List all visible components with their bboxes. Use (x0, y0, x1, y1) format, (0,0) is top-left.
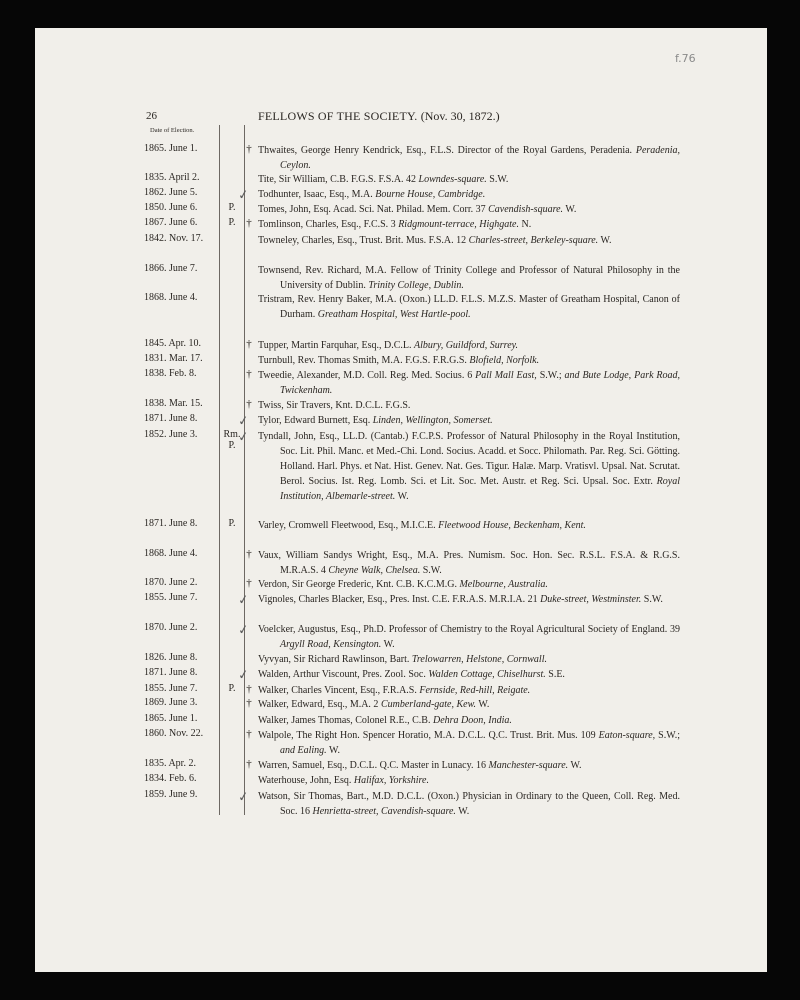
fellow-address-secondary: and Ealing. (280, 745, 327, 756)
fellow-name: Tristram, Rev. Henry Baker, M.A. (Oxon.) LL.D. F.L.S. M.Z.S. Master of Greatham Hospital, Canon of Durham. (258, 294, 680, 320)
fellow-address: Manchester-square. (488, 760, 569, 771)
fellow-name: Tomes, John, Esq. Acad. Sci. Nat. Philad. Mem. Corr. 37 (258, 204, 486, 215)
fellow-text (258, 548, 680, 578)
page-title (258, 109, 500, 124)
fellow-address: Eaton-square, (598, 730, 656, 741)
check-mark-icon: ✓ (236, 186, 250, 203)
fellow-name: Towneley, Charles, Esq., Trust. Brit. Mus. F.S.A. 12 (258, 235, 467, 246)
fellow-text (258, 592, 680, 607)
fellow-text (258, 413, 680, 428)
fellow-address: Trinity College, Dublin. (368, 280, 464, 291)
election-date: 1871. June 8. (144, 667, 198, 678)
fellow-address: Melbourne, Australia. (459, 579, 548, 590)
fellow-text (258, 292, 680, 322)
election-date: 1868. June 4. (144, 292, 198, 303)
check-mark-icon: ✓ (236, 412, 250, 429)
election-date: 1870. June 2. (144, 622, 198, 633)
fellow-address: Cumberland-gate, Kew. (380, 699, 477, 710)
fellow-text (258, 728, 680, 758)
fellow-text (258, 368, 680, 398)
honour-mark: P. (228, 202, 236, 213)
fellow-name: Turnbull, Rev. Thomas Smith, M.A. F.G.S. F.R.G.S. (258, 355, 467, 366)
address-district: W. (565, 204, 577, 215)
fellow-address: Lowndes-square. (418, 174, 487, 185)
fellow-name: Walker, Charles Vincent, Esq., F.R.A.S. (258, 685, 417, 696)
fellow-text (258, 683, 680, 698)
fellow-address: Ridgmount-terrace, Highgate. (398, 219, 519, 230)
honour-mark: P. (228, 217, 236, 228)
fellow-name: Varley, Cromwell Fleetwood, Esq., M.I.C.E. (258, 520, 436, 531)
dagger-mark: † (246, 697, 252, 709)
fellow-text (258, 758, 680, 773)
dagger-mark: † (246, 728, 252, 740)
election-date: 1871. June 8. (144, 413, 198, 424)
page-number: 26 (146, 110, 157, 122)
election-date: 1865. June 1. (144, 143, 198, 154)
election-date: 1859. June 9. (144, 789, 198, 800)
check-mark-icon: ✓ (236, 788, 250, 805)
address-district-secondary: W. (329, 745, 341, 756)
fellow-text (258, 773, 680, 788)
election-date: 1865. June 1. (144, 713, 198, 724)
address-district: W. (570, 760, 582, 771)
election-date: 1868. June 4. (144, 548, 198, 559)
fellow-name: Vignoles, Charles Blacker, Esq., Pres. Inst. C.E. F.R.A.S. M.R.I.A. 21 (258, 594, 538, 605)
fellow-name: Walpole, The Right Hon. Spencer Horatio, M.A. D.C.L. Q.C. Trust. Brit. Mus. 109 (258, 730, 596, 741)
fellow-address: Albury, Guildford, Surrey. (414, 340, 519, 351)
fellow-text (258, 233, 680, 248)
fellow-address: Blofield, Norfolk. (469, 355, 540, 366)
column-head-date: Date of Election. (150, 127, 195, 134)
fellow-name: Todhunter, Isaac, Esq., M.A. (258, 189, 373, 200)
address-district: S.W. (422, 565, 442, 576)
fellow-address-secondary: and Bute Lodge, Park Road, Twickenham. (280, 370, 681, 396)
fellow-address: Argyll Road, Kensington. (280, 639, 382, 650)
election-date: 1867. June 6. (144, 217, 198, 228)
fellow-name: Townsend, Rev. Richard, M.A. Fellow of Trinity College and Professor of Natural Philosophy in the University of Dublin. (258, 265, 680, 291)
fellow-text (258, 187, 680, 202)
title-date: (Nov. 30, 1872.) (420, 109, 500, 123)
dagger-mark: † (246, 683, 252, 695)
fellow-text (258, 577, 680, 592)
check-mark-icon: ✓ (236, 621, 250, 638)
dagger-mark: † (246, 368, 252, 380)
election-date: 1866. June 7. (144, 263, 198, 274)
pencil-note: f.76 (675, 52, 696, 65)
fellow-name: Warren, Samuel, Esq., D.C.L. Q.C. Master in Lunacy. 16 (258, 760, 486, 771)
fellow-name: Twiss, Sir Travers, Knt. D.C.L. F.G.S. (258, 400, 411, 411)
fellow-address: Walden Cottage, Chiselhurst. (428, 669, 546, 680)
election-date: 1869. June 3. (144, 697, 198, 708)
fellow-address: Halifax, Yorkshire. (353, 775, 429, 786)
address-district: S.W. (643, 594, 663, 605)
dagger-mark: † (246, 548, 252, 560)
fellow-text (258, 652, 680, 667)
fellow-address: Cavendish-square. (488, 204, 564, 215)
fellow-text (258, 143, 680, 173)
fellow-address: Cheyne Walk, Chelsea. (328, 565, 421, 576)
dagger-mark: † (246, 577, 252, 589)
fellow-name: Tyndall, John, Esq., LL.D. (Cantab.) F.C.P.S. Professor of Natural Philosophy in the Royal Institution, Soc. Lit. Phil. Manc. et Med.-Chi. Lond. Socius. Acadd. et Socc. Philomath. Par. Reg. Sci. Götting. Holland. Harl. Phys. et Nat. Hist. Genev. Nat. Ges. Tigur. Halæ. Marp. Vratisvl. Upsal. Nat. Scrutat. Berol. Socius. Ist. Reg. Lomb. Sci. et Lit. Soc. Met. Austr. et Reg. Sci. Upsal. Soc. Extr. (258, 431, 680, 487)
fellow-address: Linden, Wellington, Somerset. (372, 415, 493, 426)
fellow-name: Tomlinson, Charles, Esq., F.C.S. 3 (258, 219, 396, 230)
fellow-text (258, 518, 680, 533)
election-date: 1842. Nov. 17. (144, 233, 204, 244)
fellow-address: Pall Mall East, (475, 370, 537, 381)
fellow-name: Tupper, Martin Farquhar, Esq., D.C.L. (258, 340, 412, 351)
fellow-address: Trelowarren, Helstone, Cornwall. (411, 654, 547, 665)
election-date: 1838. Feb. 8. (144, 368, 197, 379)
fellow-text (258, 622, 680, 652)
honour-mark: Rm. P. (223, 429, 241, 451)
dagger-mark: † (246, 143, 252, 155)
honour-mark: P. (228, 518, 236, 529)
election-date: 1862. June 5. (144, 187, 198, 198)
dagger-mark: † (246, 338, 252, 350)
address-district: W. (458, 806, 470, 817)
fellow-name: Waterhouse, John, Esq. (258, 775, 352, 786)
fellow-name: Walker, Edward, Esq., M.A. 2 (258, 699, 379, 710)
dagger-mark: † (246, 758, 252, 770)
fellow-address: Royal Institution, Albemarle-street. (280, 476, 680, 502)
dagger-mark: † (246, 217, 252, 229)
fellow-name: Voelcker, Augustus, Esq., Ph.D. Professor of Chemistry to the Royal Agricultural Society of England. 39 (258, 624, 680, 635)
fellow-text (258, 263, 680, 293)
fellow-text (258, 217, 680, 232)
election-date: 1831. Mar. 17. (144, 353, 203, 364)
fellow-address: Fleetwood House, Beckenham, Kent. (438, 520, 586, 531)
address-district: S.W. (489, 174, 509, 185)
election-date: 1855. June 7. (144, 683, 198, 694)
address-district: W. (383, 639, 395, 650)
fellow-name: Walden, Arthur Viscount, Pres. Zool. Soc. (258, 669, 426, 680)
fellow-name: Vaux, William Sandys Wright, Esq., M.A. Pres. Numism. Soc. Hon. Sec. R.S.L. F.S.A. & R.G.S. M.R.A.S. 4 (258, 550, 680, 576)
address-district: W. (600, 235, 612, 246)
election-date: 1834. Feb. 6. (144, 773, 197, 784)
election-date: 1835. Apr. 2. (144, 758, 196, 769)
address-district: S.E. (548, 669, 565, 680)
election-date: 1871. June 8. (144, 518, 198, 529)
fellow-address: Peradenia, Ceylon. (280, 145, 680, 171)
fellow-name: Verdon, Sir George Frederic, Knt. C.B. K.C.M.G. (258, 579, 457, 590)
election-date: 1852. June 3. (144, 429, 198, 440)
fellow-name: Vyvyan, Sir Richard Rawlinson, Bart. (258, 654, 410, 665)
election-date: 1850. June 6. (144, 202, 198, 213)
fellow-name: Tweedie, Alexander, M.D. Coll. Reg. Med. Socius. 6 (258, 370, 473, 381)
check-mark-icon: ✓ (236, 666, 250, 683)
election-date: 1870. June 2. (144, 577, 198, 588)
fellow-address: Bourne House, Cambridge. (375, 189, 486, 200)
fellow-text (258, 172, 680, 187)
fellow-name: Tylor, Edward Burnett, Esq. (258, 415, 371, 426)
column-rule-left (219, 125, 220, 815)
address-district: S.W.; (658, 730, 681, 741)
election-date: 1835. April 2. (144, 172, 200, 183)
fellow-text (258, 338, 680, 353)
fellow-address: Henrietta-street, Cavendish-square. (312, 806, 456, 817)
check-mark-icon: ✓ (236, 591, 250, 608)
title-text: FELLOWS OF THE SOCIETY. (258, 109, 418, 123)
fellow-address: Charles-street, Berkeley-square. (468, 235, 599, 246)
fellow-text (258, 398, 680, 413)
fellow-address: Greatham Hospital, West Hartle-pool. (317, 309, 471, 320)
address-district: S.W.; (539, 370, 562, 381)
election-date: 1845. Apr. 10. (144, 338, 201, 349)
address-district: N. (521, 219, 532, 230)
fellow-text (258, 353, 680, 368)
election-date: 1826. June 8. (144, 652, 198, 663)
fellow-text (258, 667, 680, 682)
fellow-name: Thwaites, George Henry Kendrick, Esq., F.L.S. Director of the Royal Gardens, Peradenia. (258, 145, 633, 156)
dagger-mark: † (246, 398, 252, 410)
fellow-text (258, 697, 680, 712)
fellow-address: Duke-street, Westminster. (540, 594, 642, 605)
fellow-name: Watson, Sir Thomas, Bart., M.D. D.C.L. (Oxon.) Physician in Ordinary to the Queen, Coll. Reg. Med. Soc. 16 (258, 791, 680, 817)
fellow-address: Fernside, Red-hill, Reigate. (419, 685, 531, 696)
fellow-name: Walker, James Thomas, Colonel R.E., C.B. (258, 715, 431, 726)
fellow-text (258, 789, 680, 819)
fellow-text (258, 202, 680, 217)
fellow-name: Tite, Sir William, C.B. F.G.S. F.S.A. 42 (258, 174, 417, 185)
election-date: 1855. June 7. (144, 592, 198, 603)
election-date: 1860. Nov. 22. (144, 728, 204, 739)
check-mark-icon: ✓ (236, 428, 250, 445)
honour-mark: P. (228, 683, 236, 694)
fellow-text (258, 713, 680, 728)
address-district: W. (478, 699, 490, 710)
fellow-address: Dehra Doon, India. (432, 715, 512, 726)
election-date: 1838. Mar. 15. (144, 398, 203, 409)
address-district: W. (397, 491, 409, 502)
fellow-text (258, 429, 680, 504)
